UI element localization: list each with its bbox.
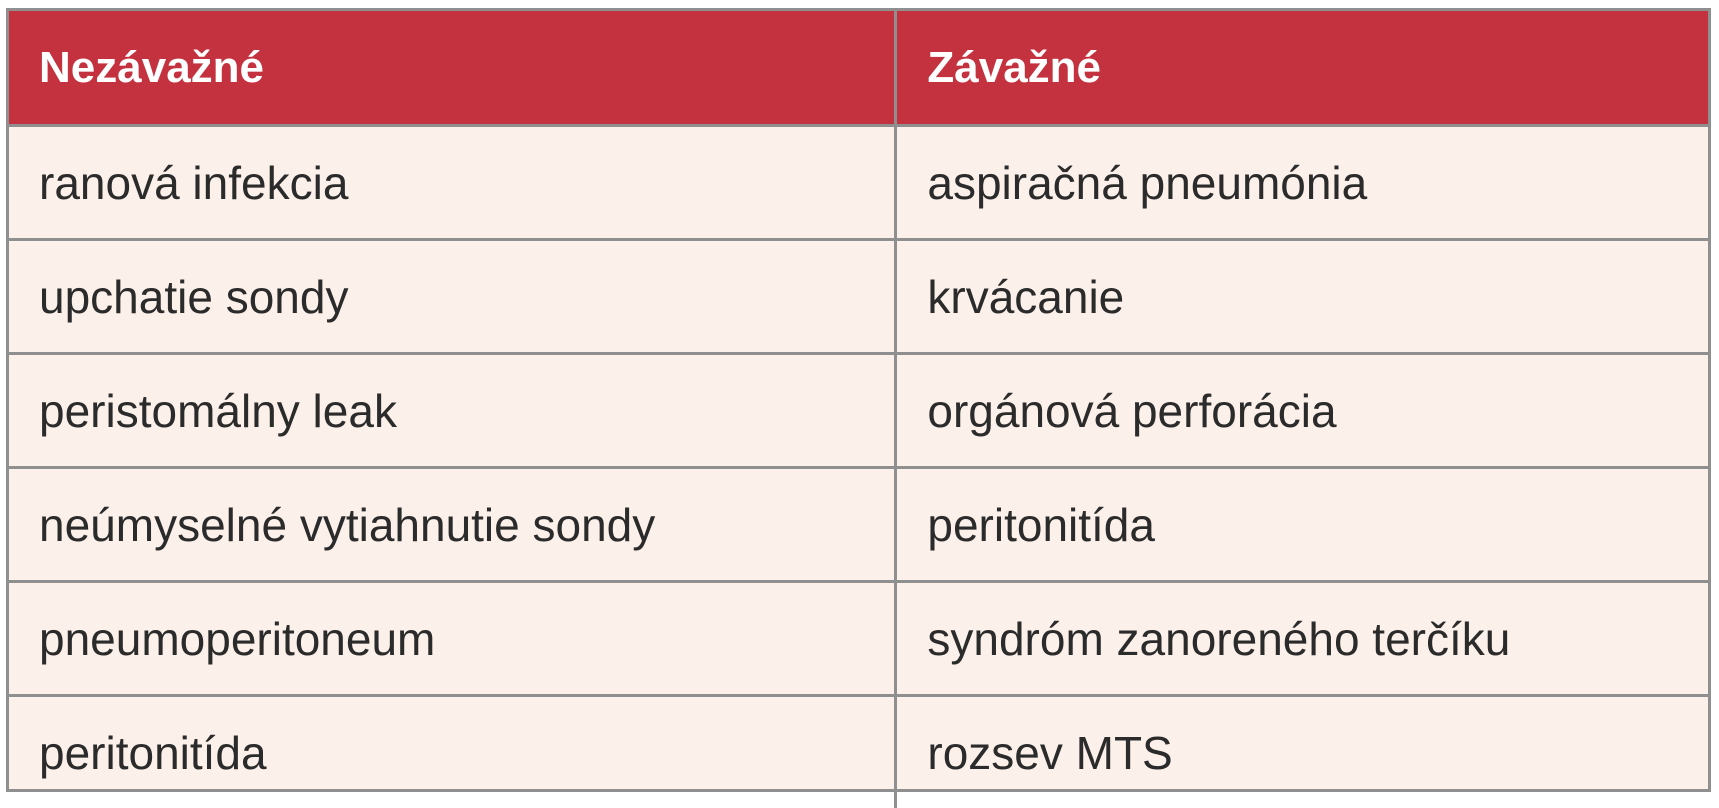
complications-table-container — [6, 8, 1711, 792]
table-header — [9, 11, 1708, 126]
table-cell-minor: peritonitída — [9, 696, 896, 808]
table-cell-major: syndróm zanoreného terčíku — [896, 582, 1708, 696]
table-cell-minor: pneumoperitoneum — [9, 582, 896, 696]
table-cell-major: orgánová perforácia — [896, 354, 1708, 468]
table-row — [9, 240, 1708, 354]
table-cell-minor: neúmyselné vytiahnutie sondy — [9, 468, 896, 582]
table-cell-major: rozsev MTS — [896, 696, 1708, 808]
table-row — [9, 696, 1708, 808]
table-cell-minor: upchatie sondy — [9, 240, 896, 354]
table-cell-major: peritonitída — [896, 468, 1708, 582]
header-minor-complications: Nezávažné — [9, 11, 896, 126]
table-row — [9, 582, 1708, 696]
table-cell-major: krvácanie — [896, 240, 1708, 354]
table-row — [9, 468, 1708, 582]
table-row — [9, 354, 1708, 468]
complications-table — [9, 11, 1708, 808]
table-cell-minor: peristomálny leak — [9, 354, 896, 468]
table-cell-major: aspiračná pneumónia — [896, 126, 1708, 240]
table-cell-minor: ranová infekcia — [9, 126, 896, 240]
table-body — [9, 126, 1708, 808]
header-row — [9, 11, 1708, 126]
table-row — [9, 126, 1708, 240]
header-major-complications: Závažné — [896, 11, 1708, 126]
